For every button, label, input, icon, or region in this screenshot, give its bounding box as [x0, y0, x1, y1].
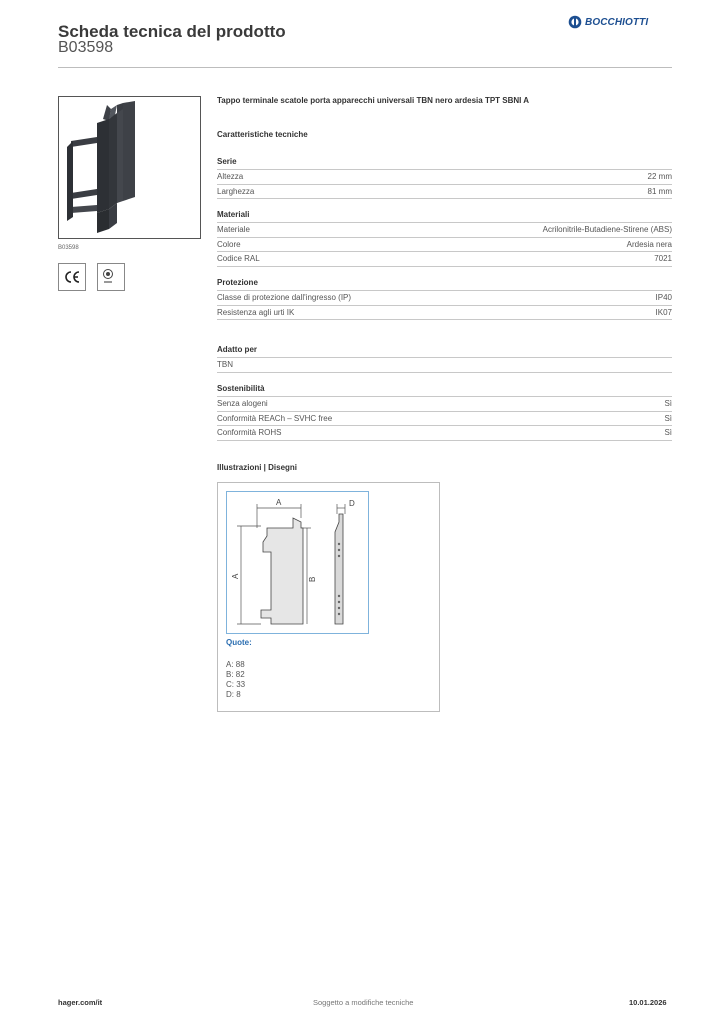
spec-row [217, 238, 672, 253]
product-image [58, 96, 201, 239]
quote-item: B: 82 [226, 670, 245, 679]
spec-value: IK07 [655, 307, 672, 317]
dim-label-a-vertical: A [231, 573, 240, 579]
section-title: Protezione [217, 277, 672, 291]
section-serie [217, 156, 672, 199]
dim-label-a: A [276, 498, 282, 507]
spec-label: Colore [217, 239, 241, 249]
brand-name: BOCCHIOTTI [585, 16, 649, 28]
spec-label: Altezza [217, 172, 244, 181]
end-cap-photo [59, 97, 200, 238]
spec-value: IP40 [655, 293, 672, 302]
spec-label: Senza alogeni [217, 399, 268, 408]
section-title: Adatto per [217, 344, 672, 358]
spec-value: 7021 [654, 254, 672, 263]
section-protezione [217, 277, 672, 320]
quote-list [226, 660, 245, 700]
spec-value: Acrilonitrile-Butadiene-Stirene (ABS) [542, 225, 672, 234]
footer-site: hager.com/it [58, 998, 103, 1007]
spec-value: 22 mm [647, 172, 672, 181]
product-description: Tappo terminale scatole porta apparecchi universali TBN nero ardesia TPT SBNI A [217, 96, 530, 105]
spec-row [217, 412, 672, 427]
section-title: Materiali [217, 209, 672, 223]
tech-heading: Caratteristiche tecniche [217, 130, 308, 139]
spec-value: 81 mm [647, 186, 672, 196]
spec-label: Conformità REACh – SVHC free [217, 413, 333, 423]
spec-value: Sì [664, 428, 672, 437]
bocchiotti-logo-icon [568, 15, 582, 29]
spec-value: Ardesia nera [626, 239, 672, 249]
ce-mark-icon [58, 263, 86, 291]
quote-item: C: 33 [226, 680, 246, 689]
spec-value: Sì [664, 399, 672, 408]
spec-label: Resistenza agli urti IK [217, 307, 295, 317]
dimension-drawing [226, 491, 369, 634]
footer-note: Soggetto a modifiche tecniche [313, 998, 414, 1007]
section-title: Serie [217, 156, 672, 170]
spec-row [217, 397, 672, 412]
product-code: B03598 [58, 39, 114, 56]
spec-label: TBN [217, 360, 233, 369]
quote-item: D: 8 [226, 690, 241, 699]
spec-row [217, 223, 672, 238]
spec-row [217, 426, 672, 441]
illustrations-heading: Illustrazioni | Disegni [217, 463, 298, 472]
imq-mark-icon [97, 263, 125, 291]
section-adatto-per [217, 344, 672, 373]
spec-row [217, 291, 672, 306]
spec-label: Conformità ROHS [217, 428, 282, 437]
header-divider [58, 67, 672, 68]
dim-label-b: B [308, 576, 317, 582]
quote-title: Quote: [226, 638, 252, 647]
illustration-panel [217, 482, 440, 712]
footer-date: 10.01.2026 [629, 998, 667, 1007]
spec-label: Codice RAL [217, 254, 260, 263]
brand-logo [568, 15, 648, 29]
spec-label: Classe di protezione dall'ingresso (IP) [217, 293, 352, 302]
spec-value: Sì [664, 413, 672, 423]
section-materiali [217, 209, 672, 267]
spec-row [217, 358, 672, 373]
spec-row [217, 170, 672, 185]
spec-label: Materiale [217, 225, 250, 234]
dim-label-d: D [349, 499, 355, 508]
image-caption: B03598 [58, 245, 79, 251]
spec-label: Larghezza [217, 186, 255, 196]
spec-row [217, 252, 672, 267]
page-title: Scheda tecnica del prodotto [58, 22, 286, 41]
quote-item: A: 88 [226, 660, 245, 669]
spec-row [217, 185, 672, 200]
spec-row [217, 306, 672, 321]
section-sostenibilita [217, 383, 672, 441]
section-title: Sostenibilità [217, 383, 672, 397]
